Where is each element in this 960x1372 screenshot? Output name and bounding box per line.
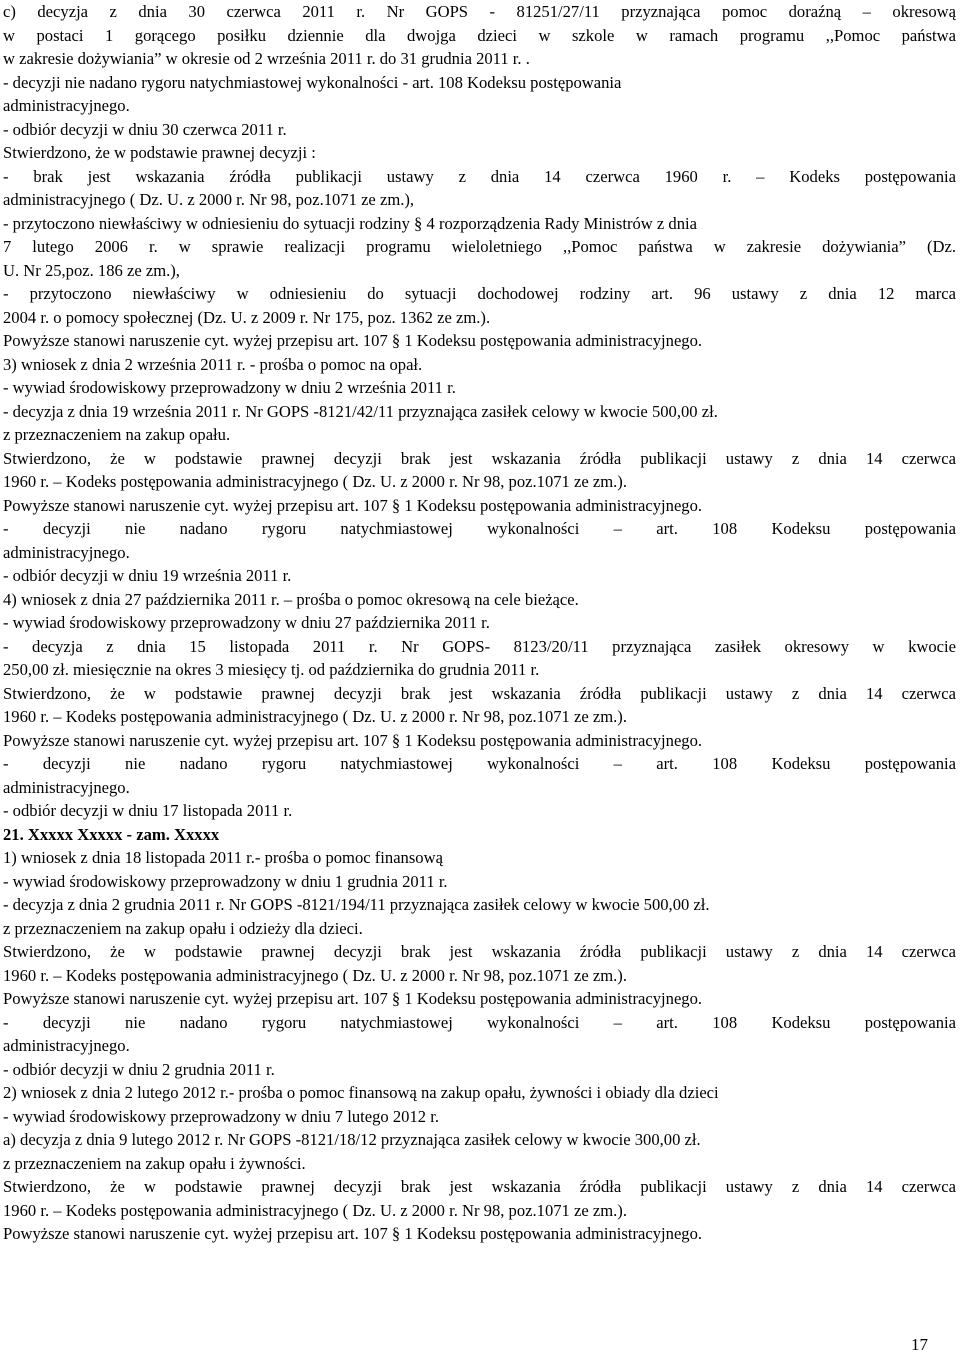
text-line: 1960 r. – Kodeks postępowania administracyjnego ( Dz. U. z 2000 r. Nr 98, poz.1071 ze zm.). [3, 707, 627, 726]
text-line: administracyjnego. [3, 542, 130, 562]
text-line: 1960 r. – Kodeks postępowania administracyjnego ( Dz. U. z 2000 r. Nr 98, poz.1071 ze zm.). [3, 965, 627, 985]
text-line: Powyższe stanowi naruszenie cyt. wyżej przepisu art. 107 § 1 Kodeksu postępowania administracyjnego. [3, 730, 703, 750]
text-line: Powyższe stanowi naruszenie cyt. wyżej przepisu art. 107 § 1 Kodeksu postępowania administracyjnego. [3, 1224, 703, 1243]
text-line: Stwierdzono, że w podstawie prawnej decyzji : [3, 143, 316, 162]
text-line: - decyzja z dnia 19 września 2011 r. Nr GOPS -8121/42/11 przyznająca zasiłek celowy w kwocie 500,00 zł. [3, 401, 718, 421]
text-line: 250,00 zł. miesięcznie na okres 3 miesięcy tj. od października do grudnia 2011 r. [3, 660, 540, 679]
text-line: - decyzji nie nadano rygoru natychmiastowej wykonalności – art. 108 Kodeksu postępowania [3, 519, 956, 538]
text-line: 2004 r. o pomocy społecznej (Dz. U. z 2009 r. Nr 175, poz. 1362 ze zm.). [3, 307, 491, 327]
text-line: - odbiór decyzji w dniu 2 grudnia 2011 r. [3, 1059, 275, 1079]
text-line: U. Nr 25,poz. 186 ze zm.), [3, 260, 180, 280]
text-line: Stwierdzono, że w podstawie prawnej decyzji brak jest wskazania źródła publikacji ustawy z dnia 14 czerwca [3, 1177, 956, 1196]
text-line: - wywiad środowiskowy przeprowadzony w dniu 7 lutego 2012 r. [3, 1106, 439, 1126]
text-line: Stwierdzono, że w podstawie prawnej decyzji brak jest wskazania źródła publikacji ustawy z dnia 14 czerwca [3, 448, 956, 468]
section-heading: 21. Xxxxx Xxxxx - zam. Xxxxx [3, 824, 220, 844]
text-line: administracyjnego ( Dz. U. z 2000 r. Nr 98, poz.1071 ze zm.), [3, 190, 415, 209]
text-line: z przeznaczeniem na zakup opału. [3, 425, 231, 444]
text-line: - decyzja z dnia 2 grudnia 2011 r. Nr GOPS -8121/194/11 przyznająca zasiłek celowy w kwocie 500,00 zł. [3, 895, 710, 914]
text-line: 3) wniosek z dnia 2 września 2011 r. - prośba o pomoc na opał. [3, 354, 423, 374]
text-line: z przeznaczeniem na zakup opału i odzieży dla dzieci. [3, 918, 363, 938]
page-number: 17 [911, 1335, 928, 1354]
text-line: 2) wniosek z dnia 2 lutego 2012 r.- prośba o pomoc finansową na zakup opału, żywności i obiady dla dzieci [3, 1083, 719, 1102]
text-line: - decyzji nie nadano rygoru natychmiastowej wykonalności – art. 108 Kodeksu postępowania [3, 754, 956, 773]
text-line: - przytoczono niewłaściwy w odniesieniu do sytuacji dochodowej rodziny art. 96 ustawy z dnia 12 marca [3, 284, 956, 303]
text-line: - przytoczono niewłaściwy w odniesieniu do sytuacji rodziny § 4 rozporządzenia Rady Ministrów z dnia [3, 213, 697, 233]
text-line: administracyjnego. [3, 96, 130, 115]
text-line: a) decyzja z dnia 9 lutego 2012 r. Nr GOPS -8121/18/12 przyznająca zasiłek celowy w kwocie 300,00 zł. [3, 1130, 701, 1149]
text-line: 1960 r. – Kodeks postępowania administracyjnego ( Dz. U. z 2000 r. Nr 98, poz.1071 ze zm.). [3, 472, 627, 491]
text-line: w zakresie dożywiania” w okresie od 2 września 2011 r. do 31 grudnia 2011 r. . [3, 49, 530, 68]
text-line: Stwierdzono, że w podstawie prawnej decyzji brak jest wskazania źródła publikacji ustawy z dnia 14 czerwca [3, 942, 956, 961]
text-line: 4) wniosek z dnia 27 października 2011 r. – prośba o pomoc okresową na cele bieżące. [3, 589, 579, 609]
text-line: administracyjnego. [3, 777, 130, 797]
text-line: 1) wniosek z dnia 18 listopada 2011 r.- prośba o pomoc finansową [3, 848, 443, 867]
text-line: w postaci 1 gorącego posiłku dziennie dla dwojga dzieci w szkole w ramach programu ,,Pomoc państwa [3, 25, 956, 45]
text-line: - wywiad środowiskowy przeprowadzony w dniu 27 października 2011 r. [3, 613, 490, 632]
text-line: - wywiad środowiskowy przeprowadzony w dniu 2 września 2011 r. [3, 378, 456, 397]
text-line: - decyzji nie nadano rygoru natychmiastowej wykonalności – art. 108 Kodeksu postępowania [3, 1012, 956, 1032]
text-line: - odbiór decyzji w dniu 30 czerwca 2011 r. [3, 119, 287, 139]
text-line: - odbiór decyzji w dniu 19 września 2011 r. [3, 566, 292, 585]
text-line: Powyższe stanowi naruszenie cyt. wyżej przepisu art. 107 § 1 Kodeksu postępowania administracyjnego. [3, 331, 703, 350]
text-line: Stwierdzono, że w podstawie prawnej decyzji brak jest wskazania źródła publikacji ustawy z dnia 14 czerwca [3, 683, 956, 703]
text-line: 7 lutego 2006 r. w sprawie realizacji programu wieloletniego ,,Pomoc państwa w zakresie dożywiania” (Dz. [3, 237, 956, 256]
text-line: Powyższe stanowi naruszenie cyt. wyżej przepisu art. 107 § 1 Kodeksu postępowania administracyjnego. [3, 989, 703, 1008]
text-line: - brak jest wskazania źródła publikacji ustawy z dnia 14 czerwca 1960 r. – Kodeks postępowania [3, 166, 956, 186]
text-line: Powyższe stanowi naruszenie cyt. wyżej przepisu art. 107 § 1 Kodeksu postępowania administracyjnego. [3, 495, 703, 515]
text-line: administracyjnego. [3, 1036, 130, 1055]
text-line: c) decyzja z dnia 30 czerwca 2011 r. Nr GOPS - 81251/27/11 przyznająca pomoc doraźną – okresową [3, 2, 956, 21]
text-line: - wywiad środowiskowy przeprowadzony w dniu 1 grudnia 2011 r. [3, 871, 448, 891]
text-line: - decyzji nie nadano rygoru natychmiastowej wykonalności - art. 108 Kodeksu postępowania [3, 72, 622, 92]
document-body [3, 0, 956, 1246]
text-line: - odbiór decyzji w dniu 17 listopada 2011 r. [3, 801, 293, 820]
text-line: z przeznaczeniem na zakup opału i żywności. [3, 1153, 306, 1173]
text-line: 1960 r. – Kodeks postępowania administracyjnego ( Dz. U. z 2000 r. Nr 98, poz.1071 ze zm.). [3, 1200, 627, 1220]
text-line: - decyzja z dnia 15 listopada 2011 r. Nr GOPS- 8123/20/11 przyznająca zasiłek okresowy w kwocie [3, 636, 956, 656]
